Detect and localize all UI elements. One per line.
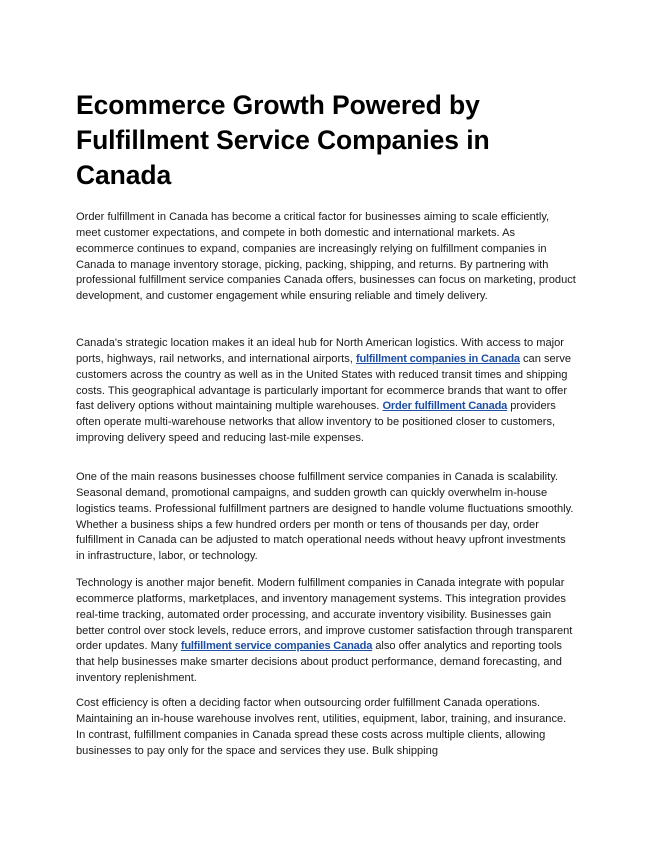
paragraph-text: Canada's strategic location makes it an ideal hub for North American logistics. With access to major ports, highways, rail networks, and international airports, xyxy=(76,337,564,365)
paragraph-text: Technology is another major benefit. Modern fulfillment companies in Canada integrate with popular ecommerce platforms, marketplaces, and inventory management systems. This integration provides real-time tracking, automated order processing, and accurate inventory visibility. Businesses gain better control over stock levels, reduce errors, and improve customer satisfaction through transparent order updates. Many xyxy=(76,577,573,653)
link-order-fulfillment-canada[interactable]: Order fulfillment Canada xyxy=(382,400,508,413)
paragraph-text: One of the main reasons businesses choose fulfillment service companies in Canada is scalability. Seasonal demand, promotional campaigns, and sudden growth can quickly overwhelm in-house logistics teams. Professional fulfillment partners are designed to handle volume fluctuations smoothly. Whether a business ships a few hundred orders per month or tens of thousands per day, order fulfillment in Canada can be adjusted to match operational needs without heavy upfront investments in infrastructure, labor, or technology. xyxy=(76,471,574,563)
paragraph-text: can serve customers across the country as well as in the United States with reduced transit times and shipping costs. This geographical advantage is particularly important for ecommerce brands that want to offer fast delivery options without maintaining multiple warehouses. xyxy=(76,352,572,413)
paragraph-strategic-location xyxy=(76,336,576,447)
paragraph-cost-efficiency xyxy=(76,696,576,759)
document-title: Ecommerce Growth Powered by Fulfillment Service Companies in Canada xyxy=(76,90,490,190)
document-page xyxy=(76,88,576,757)
link-fulfillment-companies-in-canada[interactable]: fulfillment companies in Canada xyxy=(355,352,520,365)
paragraph-text: providers often operate multi-warehouse networks that allow inventory to be positioned closer to customers, improving delivery speed and reducing last-mile expenses. xyxy=(76,400,556,445)
paragraph-technology xyxy=(76,576,576,687)
paragraph-text: also offer analytics and reporting tools that help businesses make smarter decisions about product performance, demand forecasting, and inventory replenishment. xyxy=(76,640,562,685)
paragraph-text: Order fulfillment in Canada has become a critical factor for businesses aiming to scale efficiently, meet customer expectations, and compete in both domestic and international markets. As ecommerce continues to expand, companies are increasingly relying on fulfillment companies in Canada to manage inventory storage, picking, packing, shipping, and returns. By partnering with professional fulfillment service companies Canada offers, businesses can focus on marketing, product development, and customer engagement while ensuring reliable and timely delivery. xyxy=(76,211,576,303)
paragraph-order-fulfillment-intro xyxy=(76,210,576,305)
link-fulfillment-service-companies-canada[interactable]: fulfillment service companies Canada xyxy=(180,640,373,653)
paragraph-text: Cost efficiency is often a deciding factor when outsourcing order fulfillment Canada operations. Maintaining an in-house warehouse involves rent, utilities, equipment, labor, training, and insurance. In contrast, fulfillment companies in Canada spread these costs across multiple clients, allowing businesses to pay only for the space and services they use. Bulk shipping xyxy=(76,697,567,757)
paragraph-scalability xyxy=(76,470,576,565)
